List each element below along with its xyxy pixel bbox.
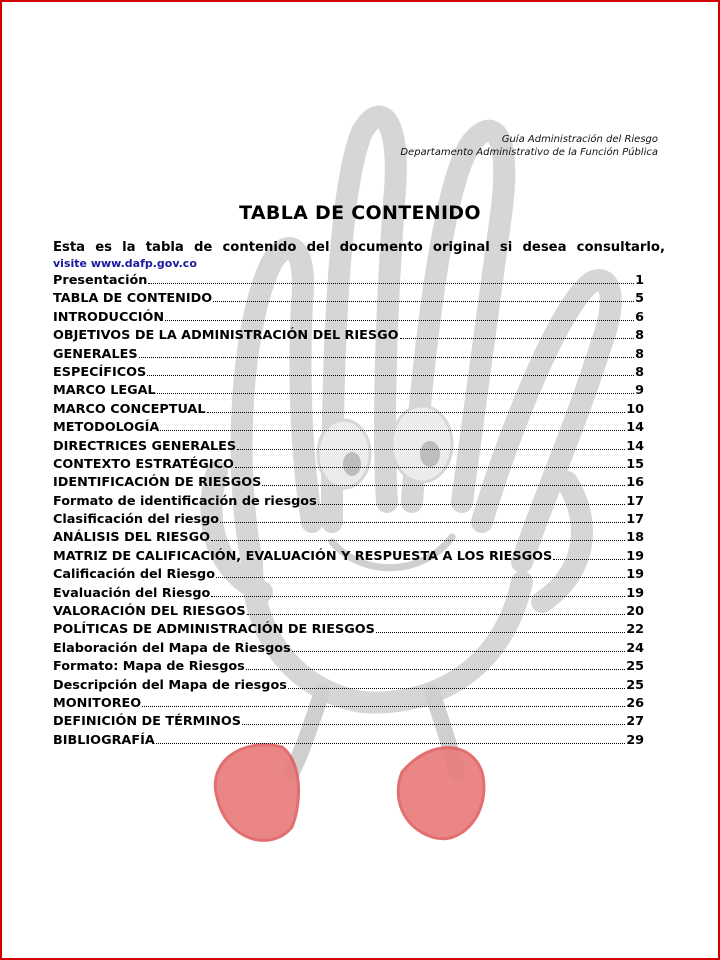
toc-entry[interactable] <box>53 604 644 622</box>
toc-entry[interactable] <box>53 402 644 420</box>
toc-entry-page: 16 <box>626 475 644 491</box>
toc-entry-page: 17 <box>626 493 644 509</box>
toc-entry-label: DEFINICIÓN DE TÉRMINOS <box>53 714 241 730</box>
toc-entry-page: 8 <box>635 328 644 344</box>
toc-entry[interactable] <box>53 530 644 548</box>
toc-entry[interactable] <box>53 310 644 328</box>
toc-entry-page: 18 <box>626 530 644 546</box>
toc-entry-page: 5 <box>635 291 644 307</box>
toc-entry-label: Calificación del Riesgo <box>53 567 216 583</box>
toc-entry-label: GENERALES <box>53 346 138 362</box>
toc-entry-label: Evaluación del Riesgo <box>53 585 211 601</box>
toc-entry-page: 9 <box>635 383 644 399</box>
toc-leader-dots <box>292 650 625 652</box>
toc-leader-dots <box>376 631 625 633</box>
toc-entry[interactable] <box>53 512 644 530</box>
toc-entry-label: Formato: Mapa de Riesgos <box>53 659 245 675</box>
toc-entry[interactable] <box>53 457 644 475</box>
toc-leader-dots <box>147 374 634 376</box>
toc-entry-page: 17 <box>626 512 644 528</box>
toc-entry-label: INTRODUCCIÓN <box>53 309 165 325</box>
toc-leader-dots <box>247 613 626 615</box>
toc-entry[interactable] <box>53 678 644 696</box>
toc-entry[interactable] <box>53 420 644 438</box>
toc-entry-page: 8 <box>635 346 644 362</box>
toc-entry-page: 19 <box>626 585 644 601</box>
toc-entry[interactable] <box>53 365 644 383</box>
toc-entry-page: 29 <box>626 732 644 748</box>
toc-entry[interactable] <box>53 586 644 604</box>
toc-entry[interactable] <box>53 714 644 732</box>
toc-leader-dots <box>220 521 625 523</box>
table-of-contents <box>53 273 644 751</box>
toc-entry-label: TABLA DE CONTENIDO <box>53 291 213 307</box>
toc-leader-dots <box>242 723 625 725</box>
toc-entry-label: Formato de identificación de riesgos <box>53 493 317 509</box>
toc-entry-page: 19 <box>626 567 644 583</box>
document-header <box>400 133 658 159</box>
intro-text: Esta es la tabla de contenido del documento original si desea consultarlo, <box>53 240 665 255</box>
toc-leader-dots <box>237 448 625 450</box>
toc-entry[interactable] <box>53 494 644 512</box>
toc-entry-label: ESPECÍFICOS <box>53 364 147 380</box>
toc-entry[interactable] <box>53 567 644 585</box>
toc-entry[interactable] <box>53 659 644 677</box>
toc-entry-label: MONITOREO <box>53 695 142 711</box>
toc-entry-page: 22 <box>626 622 644 638</box>
toc-entry-page: 19 <box>626 548 644 564</box>
toc-entry-label: Descripción del Mapa de riesgos <box>53 677 287 693</box>
toc-entry-page: 15 <box>626 456 644 472</box>
website-link[interactable]: www.dafp.gov.co <box>90 257 197 270</box>
toc-entry-page: 10 <box>626 401 644 417</box>
toc-entry-page: 26 <box>626 695 644 711</box>
toc-leader-dots <box>211 595 625 597</box>
toc-entry-page: 27 <box>626 714 644 730</box>
visit-prefix: visite <box>53 257 91 270</box>
toc-leader-dots <box>165 319 634 321</box>
toc-entry[interactable] <box>53 439 644 457</box>
toc-leader-dots <box>207 411 626 413</box>
toc-entry-label: Clasificación del riesgo <box>53 512 220 528</box>
toc-entry[interactable] <box>53 549 644 567</box>
toc-leader-dots <box>235 466 625 468</box>
toc-entry-page: 14 <box>626 438 644 454</box>
page-title: TABLA DE CONTENIDO <box>239 202 481 224</box>
toc-leader-dots <box>213 300 634 302</box>
toc-leader-dots <box>288 687 625 689</box>
visit-line <box>53 257 197 270</box>
toc-entry[interactable] <box>53 273 644 291</box>
toc-entry-label: BIBLIOGRAFÍA <box>53 732 155 748</box>
toc-entry-label: MARCO LEGAL <box>53 383 156 399</box>
toc-leader-dots <box>553 558 625 560</box>
toc-entry-label: ANÁLISIS DEL RIESGO <box>53 530 211 546</box>
toc-entry-page: 14 <box>626 420 644 436</box>
toc-entry-label: Presentación <box>53 273 148 288</box>
toc-entry-page: 25 <box>626 677 644 693</box>
toc-entry-label: MATRIZ DE CALIFICACIÓN, EVALUACIÓN Y RESPUESTA A LOS RIESGOS <box>53 548 553 564</box>
toc-leader-dots <box>246 668 625 670</box>
toc-entry-page: 20 <box>626 604 644 620</box>
toc-leader-dots <box>262 484 625 486</box>
toc-entry-label: Elaboración del Mapa de Riesgos <box>53 640 291 656</box>
toc-leader-dots <box>157 392 634 394</box>
toc-entry-page: 25 <box>626 659 644 675</box>
toc-entry[interactable] <box>53 475 644 493</box>
toc-entry-label: VALORACIÓN DEL RIESGOS <box>53 604 246 620</box>
toc-entry-label: CONTEXTO ESTRATÉGICO <box>53 456 234 472</box>
toc-entry-label: METODOLOGÍA <box>53 420 160 436</box>
toc-entry-page: 6 <box>635 309 644 325</box>
toc-leader-dots <box>211 539 625 541</box>
toc-entry[interactable] <box>53 733 644 751</box>
toc-leader-dots <box>400 337 635 339</box>
toc-entry[interactable] <box>53 383 644 401</box>
toc-leader-dots <box>139 356 635 358</box>
toc-entry-label: IDENTIFICACIÓN DE RIESGOS <box>53 475 262 491</box>
header-guide-title: Guía Administración del Riesgo <box>501 134 658 145</box>
toc-leader-dots <box>216 576 625 578</box>
toc-entry-label: DIRECTRICES GENERALES <box>53 438 237 454</box>
toc-entry[interactable] <box>53 641 644 659</box>
toc-entry-page: 24 <box>626 640 644 656</box>
toc-leader-dots <box>160 429 625 431</box>
toc-leader-dots <box>318 503 626 505</box>
toc-entry[interactable] <box>53 328 644 346</box>
toc-entry-label: OBJETIVOS DE LA ADMINISTRACIÓN DEL RIESGO <box>53 328 399 344</box>
toc-leader-dots <box>142 705 625 707</box>
toc-entry-page: 8 <box>635 364 644 380</box>
toc-entry[interactable] <box>53 291 644 309</box>
toc-entry-label: MARCO CONCEPTUAL <box>53 401 206 417</box>
toc-leader-dots <box>156 742 625 744</box>
toc-leader-dots <box>148 282 634 284</box>
toc-entry[interactable] <box>53 347 644 365</box>
header-department: Departamento Administrativo de la Función Pública <box>400 147 658 158</box>
toc-entry-label: POLÍTICAS DE ADMINISTRACIÓN DE RIESGOS <box>53 622 375 638</box>
toc-entry-page: 1 <box>635 273 644 288</box>
toc-entry[interactable] <box>53 696 644 714</box>
toc-entry[interactable] <box>53 622 644 640</box>
